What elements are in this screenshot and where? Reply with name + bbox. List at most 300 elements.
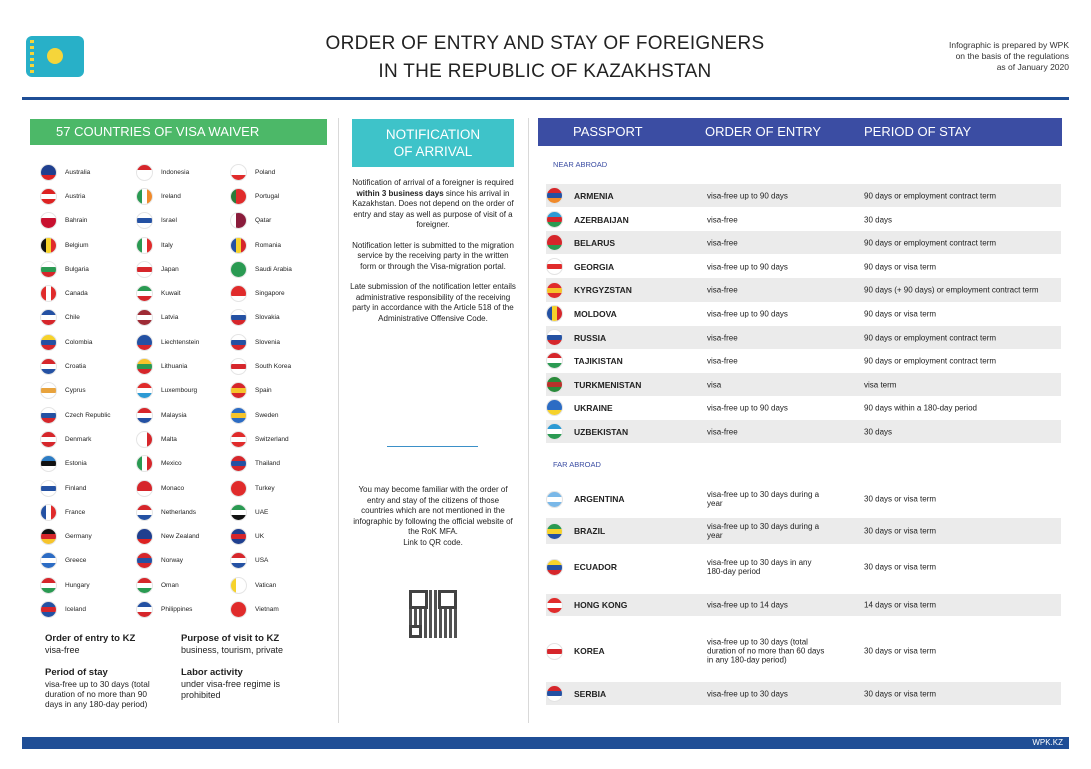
country-name: UK xyxy=(255,533,265,541)
moldova-flag-icon xyxy=(546,305,563,322)
hong-kong-flag-icon xyxy=(546,597,563,614)
uae-flag-icon xyxy=(230,504,247,521)
mfa-note xyxy=(350,485,516,548)
title-line-1: ORDER OF ENTRY AND STAY OF FOREIGNERS xyxy=(325,33,765,54)
country-item-saudi-arabia xyxy=(230,257,325,281)
country-item-belgium xyxy=(40,233,135,257)
country-item-singapore xyxy=(230,281,325,305)
monaco-flag-icon xyxy=(136,480,153,497)
malaysia-flag-icon xyxy=(136,407,153,424)
country-column-1 xyxy=(40,160,135,622)
period-of-stay-cell: 30 days or visa term xyxy=(864,494,937,504)
country-item-mexico xyxy=(136,452,231,476)
country-name: Canada xyxy=(65,290,88,298)
order-of-entry-cell: visa-free up to 14 days xyxy=(707,600,788,610)
country-name: Colombia xyxy=(65,338,93,346)
period-of-stay-cell: 30 days or visa term xyxy=(864,562,937,572)
footer-site: WPK.KZ xyxy=(1032,738,1063,747)
country-item-kuwait xyxy=(136,281,231,305)
country-item-denmark xyxy=(40,427,135,451)
country-item-japan xyxy=(136,257,231,281)
country-name: France xyxy=(65,508,86,516)
period-of-stay-cell: 30 days xyxy=(864,215,893,224)
country-name: Norway xyxy=(161,557,184,565)
country-name: SERBIA xyxy=(574,688,607,699)
country-name: KYRGYZSTAN xyxy=(574,285,632,295)
lithuania-flag-icon xyxy=(136,358,153,375)
order-of-entry-cell: visa-free up to 30 days xyxy=(707,689,788,698)
table-row-turkmenistan xyxy=(546,373,1061,396)
order-of-entry-block xyxy=(45,633,175,656)
country-name: ARGENTINA xyxy=(574,494,625,504)
country-name: UAE xyxy=(255,508,269,516)
sweden-flag-icon xyxy=(230,407,247,424)
table-row-brazil xyxy=(546,518,1061,544)
country-name: Monaco xyxy=(161,484,185,492)
notification-paragraph-3: Late submission of the notification letter entails administrative responsibility of the receiving party in accordance with the Article 518 of the Administrative Offensive Code. xyxy=(350,282,516,323)
period-of-stay-cell: 30 days or visa term xyxy=(864,526,937,536)
order-of-entry-cell: visa-free xyxy=(707,238,738,247)
kuwait-flag-icon xyxy=(136,285,153,302)
country-name: Italy xyxy=(161,241,173,249)
austria-flag-icon xyxy=(40,188,57,205)
country-item-estonia xyxy=(40,452,135,476)
kazakhstan-flag-logo xyxy=(26,36,84,77)
country-name: Vatican xyxy=(255,581,277,589)
country-item-qatar xyxy=(230,209,325,233)
order-of-entry-cell: visa-free xyxy=(707,215,738,224)
country-name: Japan xyxy=(161,265,179,273)
slovenia-flag-icon xyxy=(230,334,247,351)
country-name: Israel xyxy=(161,217,177,225)
philippines-flag-icon xyxy=(136,601,153,618)
country-name: Bulgaria xyxy=(65,265,89,273)
country-item-sweden xyxy=(230,403,325,427)
country-item-czech-republic xyxy=(40,403,135,427)
period-of-stay-cell: 90 days or visa term xyxy=(864,262,937,271)
notification-paragraph-1 xyxy=(350,178,516,231)
table-row-korea xyxy=(546,622,1061,680)
country-item-vietnam xyxy=(230,597,325,621)
country-item-portugal xyxy=(230,184,325,208)
table-row-kyrgyzstan xyxy=(546,278,1061,302)
table-row-hong-kong xyxy=(546,594,1061,616)
country-item-netherlands xyxy=(136,500,231,524)
country-item-uk xyxy=(230,524,325,548)
country-item-slovakia xyxy=(230,306,325,330)
liechtenstein-flag-icon xyxy=(136,334,153,351)
purpose-title: Purpose of visit to KZ xyxy=(181,633,280,644)
country-item-croatia xyxy=(40,354,135,378)
hungary-flag-icon xyxy=(40,577,57,594)
country-item-iceland xyxy=(40,597,135,621)
country-name: Poland xyxy=(255,168,276,176)
country-name: Romania xyxy=(255,241,282,249)
country-name: UZBEKISTAN xyxy=(574,426,629,437)
country-name: USA xyxy=(255,557,269,565)
country-name: Croatia xyxy=(65,363,86,371)
table-row-armenia xyxy=(546,184,1061,207)
order-of-entry-cell: visa-free up to 90 days xyxy=(707,403,788,412)
country-item-luxembourg xyxy=(136,379,231,403)
malta-flag-icon xyxy=(136,431,153,448)
uk-flag-icon xyxy=(230,528,247,545)
table-row-azerbaijan xyxy=(546,208,1061,231)
order-of-entry-cell: visa-free up to 30 days in any 180-day period xyxy=(707,558,812,576)
table-row-serbia xyxy=(546,682,1061,705)
order-of-entry-cell: visa-free xyxy=(707,285,738,295)
qr-code[interactable] xyxy=(409,590,457,638)
period-of-stay-cell: 90 days within a 180-day period xyxy=(864,403,977,412)
table-row-moldova xyxy=(546,302,1061,325)
country-name: Australia xyxy=(65,168,91,176)
country-item-vatican xyxy=(230,573,325,597)
poland-flag-icon xyxy=(230,164,247,181)
country-name: Thailand xyxy=(255,460,280,468)
country-name: Czech Republic xyxy=(65,411,111,419)
table-row-uzbekistan xyxy=(546,420,1061,443)
credit-line-3: as of January 2020 xyxy=(996,62,1069,72)
far-abroad-label: FAR ABROAD xyxy=(553,460,601,469)
country-name: Bahrain xyxy=(65,217,88,225)
country-name: Portugal xyxy=(255,192,280,200)
country-name: New Zealand xyxy=(161,533,200,541)
country-item-spain xyxy=(230,379,325,403)
footer-bar xyxy=(22,737,1069,749)
ireland-flag-icon xyxy=(136,188,153,205)
country-name: Cyprus xyxy=(65,387,86,395)
middle-separator xyxy=(387,446,478,447)
country-name: Oman xyxy=(161,581,179,589)
portugal-flag-icon xyxy=(230,188,247,205)
country-item-france xyxy=(40,500,135,524)
bulgaria-flag-icon xyxy=(40,261,57,278)
country-item-thailand xyxy=(230,452,325,476)
country-item-south-korea xyxy=(230,354,325,378)
country-name: Liechtenstein xyxy=(161,338,200,346)
period-of-stay-cell: 30 days xyxy=(864,427,893,436)
country-item-cyprus xyxy=(40,379,135,403)
country-name: South Korea xyxy=(255,363,292,371)
country-item-liechtenstein xyxy=(136,330,231,354)
country-name: AZERBAIJAN xyxy=(574,214,629,225)
country-name: RUSSIA xyxy=(574,332,607,343)
country-name: ARMENIA xyxy=(574,190,614,201)
visa-waiver-heading: 57 COUNTRIES OF VISA WAIVER xyxy=(30,119,327,145)
latvia-flag-icon xyxy=(136,309,153,326)
bahrain-flag-icon xyxy=(40,212,57,229)
country-name: Qatar xyxy=(255,217,272,225)
tajikistan-flag-icon xyxy=(546,352,563,369)
country-item-chile xyxy=(40,306,135,330)
country-name: UKRAINE xyxy=(574,402,613,413)
country-item-latvia xyxy=(136,306,231,330)
country-name: TAJIKISTAN xyxy=(574,355,623,366)
period-of-stay-cell: 30 days or visa term xyxy=(864,646,937,656)
mfa-paragraph: You may become familiar with the order of entry and stay of the citizens of those countries which are not mentioned in the infographic by following the official website of the RoK MFA. xyxy=(353,485,513,536)
thailand-flag-icon xyxy=(230,455,247,472)
ecuador-flag-icon xyxy=(546,559,563,576)
order-of-entry-cell: visa-free up to 30 days during a year xyxy=(707,522,820,540)
period-of-stay-block xyxy=(45,667,157,709)
order-of-entry-cell: visa-free up to 90 days xyxy=(707,191,788,200)
country-name: Denmark xyxy=(65,435,92,443)
period-of-stay-cell: visa term xyxy=(864,380,897,389)
country-name: Malta xyxy=(161,435,177,443)
australia-flag-icon xyxy=(40,164,57,181)
column-order-of-entry: ORDER OF ENTRY xyxy=(705,124,822,139)
period-of-stay-cell: 90 days or employment contract term xyxy=(864,356,997,365)
country-name: Mexico xyxy=(161,460,182,468)
country-column-2 xyxy=(136,160,231,622)
p1-part-b: since his arrival in Kazakhstan. Does not depend on the order of entry and stay as well as purpose of visit of a foreigner. xyxy=(352,188,514,229)
labor-value: under visa-free regime is prohibited xyxy=(181,679,281,700)
indonesia-flag-icon xyxy=(136,164,153,181)
country-name: Slovenia xyxy=(255,338,280,346)
p1-bold: within 3 business days xyxy=(356,188,444,198)
credit-line-2: on the basis of the regulations xyxy=(955,51,1069,61)
armenia-flag-icon xyxy=(546,187,563,204)
credit-line-1: Infographic is prepared by WPK xyxy=(948,40,1069,50)
country-item-israel xyxy=(136,209,231,233)
singapore-flag-icon xyxy=(230,285,247,302)
denmark-flag-icon xyxy=(40,431,57,448)
belarus-flag-icon xyxy=(546,234,563,251)
azerbaijan-flag-icon xyxy=(546,211,563,228)
divider-left xyxy=(338,118,339,723)
israel-flag-icon xyxy=(136,212,153,229)
country-name: Greece xyxy=(65,557,87,565)
country-name: GEORGIA xyxy=(574,261,615,272)
country-item-malta xyxy=(136,427,231,451)
country-name: Chile xyxy=(65,314,80,322)
ukraine-flag-icon xyxy=(546,399,563,416)
country-name: Hungary xyxy=(65,581,90,589)
country-name: Germany xyxy=(65,533,92,541)
italy-flag-icon xyxy=(136,237,153,254)
country-name: Netherlands xyxy=(161,508,197,516)
country-name: Luxembourg xyxy=(161,387,198,395)
new-zealand-flag-icon xyxy=(136,528,153,545)
labor-title: Labor activity xyxy=(181,667,243,678)
country-item-greece xyxy=(40,549,135,573)
purpose-block xyxy=(181,633,321,656)
country-name: Spain xyxy=(255,387,272,395)
country-item-uae xyxy=(230,500,325,524)
country-name: Indonesia xyxy=(161,168,190,176)
south-korea-flag-icon xyxy=(230,358,247,375)
table-row-georgia xyxy=(546,255,1061,278)
country-item-finland xyxy=(40,476,135,500)
table-row-belarus xyxy=(546,231,1061,254)
turkey-flag-icon xyxy=(230,480,247,497)
column-period-of-stay: PERIOD OF STAY xyxy=(864,124,972,139)
p1-part-a: Notification of arrival of a foreigner is required xyxy=(352,178,514,187)
country-name: Slovakia xyxy=(255,314,280,322)
credit-note xyxy=(869,40,1069,73)
country-column-3 xyxy=(230,160,325,622)
country-item-turkey xyxy=(230,476,325,500)
order-of-entry-cell: visa-free xyxy=(707,427,738,436)
russia-flag-icon xyxy=(546,329,563,346)
turkmenistan-flag-icon xyxy=(546,376,563,393)
period-of-stay-cell: 14 days or visa term xyxy=(864,600,937,610)
country-item-bahrain xyxy=(40,209,135,233)
finland-flag-icon xyxy=(40,480,57,497)
labor-block xyxy=(181,667,296,701)
country-name: Malaysia xyxy=(161,411,187,419)
vatican-flag-icon xyxy=(230,577,247,594)
country-name: MOLDOVA xyxy=(574,308,617,319)
country-item-usa xyxy=(230,549,325,573)
country-item-lithuania xyxy=(136,354,231,378)
order-of-entry-cell: visa-free up to 90 days xyxy=(707,309,788,318)
country-item-switzerland xyxy=(230,427,325,451)
country-name: Saudi Arabia xyxy=(255,265,292,273)
country-name: Kuwait xyxy=(161,290,181,298)
period-of-stay-cell: 90 days or visa term xyxy=(864,309,937,318)
stay-value: visa-free up to 30 days (total duration of no more than 90 days in any 180-day period) xyxy=(45,679,150,709)
period-of-stay-cell: 90 days or employment contract term xyxy=(864,191,997,200)
divider-right xyxy=(528,118,529,723)
qr-link-text: Link to QR code. xyxy=(403,537,463,547)
croatia-flag-icon xyxy=(40,358,57,375)
order-of-entry-cell: visa-free xyxy=(707,356,738,365)
order-value: visa-free xyxy=(45,645,80,655)
saudi-arabia-flag-icon xyxy=(230,261,247,278)
country-item-australia xyxy=(40,160,135,184)
country-name: Estonia xyxy=(65,460,87,468)
country-name: Singapore xyxy=(255,290,285,298)
near-abroad-label: NEAR ABROAD xyxy=(553,160,608,169)
period-of-stay-cell: 30 days or visa term xyxy=(864,689,937,698)
switzerland-flag-icon xyxy=(230,431,247,448)
mexico-flag-icon xyxy=(136,455,153,472)
luxembourg-flag-icon xyxy=(136,382,153,399)
country-name: Belgium xyxy=(65,241,89,249)
kyrgyzstan-flag-icon xyxy=(546,282,563,299)
country-item-romania xyxy=(230,233,325,257)
country-item-malaysia xyxy=(136,403,231,427)
country-item-bulgaria xyxy=(40,257,135,281)
table-row-russia xyxy=(546,326,1061,349)
country-item-new-zealand xyxy=(136,524,231,548)
country-item-canada xyxy=(40,281,135,305)
georgia-flag-icon xyxy=(546,258,563,275)
country-name: KOREA xyxy=(574,646,605,656)
slovakia-flag-icon xyxy=(230,309,247,326)
country-item-indonesia xyxy=(136,160,231,184)
norway-flag-icon xyxy=(136,552,153,569)
greece-flag-icon xyxy=(40,552,57,569)
order-of-entry-cell: visa-free xyxy=(707,333,738,342)
country-item-germany xyxy=(40,524,135,548)
colombia-flag-icon xyxy=(40,334,57,351)
serbia-flag-icon xyxy=(546,685,563,702)
country-item-poland xyxy=(230,160,325,184)
country-item-ireland xyxy=(136,184,231,208)
country-name: TURKMENISTAN xyxy=(574,379,642,390)
country-name: ECUADOR xyxy=(574,562,617,572)
table-row-argentina xyxy=(546,485,1061,513)
qatar-flag-icon xyxy=(230,212,247,229)
canada-flag-icon xyxy=(40,285,57,302)
belgium-flag-icon xyxy=(40,237,57,254)
purpose-value: business, tourism, private xyxy=(181,645,284,655)
order-of-entry-cell: visa-free up to 30 days (total duration of no more than 60 days in any 180-day period) xyxy=(707,637,825,665)
country-name: Ireland xyxy=(161,192,181,200)
uzbekistan-flag-icon xyxy=(546,423,563,440)
notification-paragraph-2: Notification letter is submitted to the migration service by the receiving party in the written form or through the Visa-migration portal. xyxy=(352,240,514,271)
title-line-2: IN THE REPUBLIC OF KAZAKHSTAN xyxy=(378,61,712,82)
period-of-stay-cell: 90 days or employment contract term xyxy=(864,238,997,247)
table-row-ukraine xyxy=(546,396,1061,419)
period-of-stay-cell: 90 days or employment contract term xyxy=(864,333,997,342)
country-name: Finland xyxy=(65,484,87,492)
table-row-ecuador xyxy=(546,545,1061,589)
country-name: BRAZIL xyxy=(574,526,606,536)
country-name: Switzerland xyxy=(255,435,289,443)
country-item-austria xyxy=(40,184,135,208)
country-name: Turkey xyxy=(255,484,275,492)
estonia-flag-icon xyxy=(40,455,57,472)
brazil-flag-icon xyxy=(546,523,563,540)
country-item-norway xyxy=(136,549,231,573)
romania-flag-icon xyxy=(230,237,247,254)
country-item-oman xyxy=(136,573,231,597)
france-flag-icon xyxy=(40,504,57,521)
order-of-entry-cell: visa-free up to 30 days during a year xyxy=(707,490,820,508)
country-name: Austria xyxy=(65,192,86,200)
country-name: Lithuania xyxy=(161,363,188,371)
country-name: Sweden xyxy=(255,411,279,419)
iceland-flag-icon xyxy=(40,601,57,618)
country-item-colombia xyxy=(40,330,135,354)
country-item-philippines xyxy=(136,597,231,621)
notification-heading xyxy=(352,119,514,167)
country-name: Philippines xyxy=(161,605,193,613)
usa-flag-icon xyxy=(230,552,247,569)
country-name: HONG KONG xyxy=(574,600,628,610)
chile-flag-icon xyxy=(40,309,57,326)
country-item-italy xyxy=(136,233,231,257)
top-rule xyxy=(22,97,1069,100)
period-of-stay-cell: 90 days (+ 90 days) or employment contract term xyxy=(864,285,1039,295)
notification-heading-line-2: OF ARRIVAL xyxy=(393,144,473,159)
oman-flag-icon xyxy=(136,577,153,594)
cyprus-flag-icon xyxy=(40,382,57,399)
korea-flag-icon xyxy=(546,643,563,660)
order-of-entry-cell: visa-free up to 90 days xyxy=(707,262,788,271)
page-title xyxy=(245,30,845,86)
spain-flag-icon xyxy=(230,382,247,399)
stay-title: Period of stay xyxy=(45,667,108,678)
notification-heading-line-1: NOTIFICATION xyxy=(385,127,481,142)
country-name: Iceland xyxy=(65,605,86,613)
germany-flag-icon xyxy=(40,528,57,545)
table-header xyxy=(538,118,1062,146)
country-item-monaco xyxy=(136,476,231,500)
table-row-tajikistan xyxy=(546,349,1061,372)
vietnam-flag-icon xyxy=(230,601,247,618)
notification-text xyxy=(350,178,516,334)
country-name: Vietnam xyxy=(255,605,279,613)
column-passport: PASSPORT xyxy=(573,124,643,139)
country-item-slovenia xyxy=(230,330,325,354)
order-title: Order of entry to KZ xyxy=(45,633,136,644)
argentina-flag-icon xyxy=(546,491,563,508)
country-name: Latvia xyxy=(161,314,179,322)
